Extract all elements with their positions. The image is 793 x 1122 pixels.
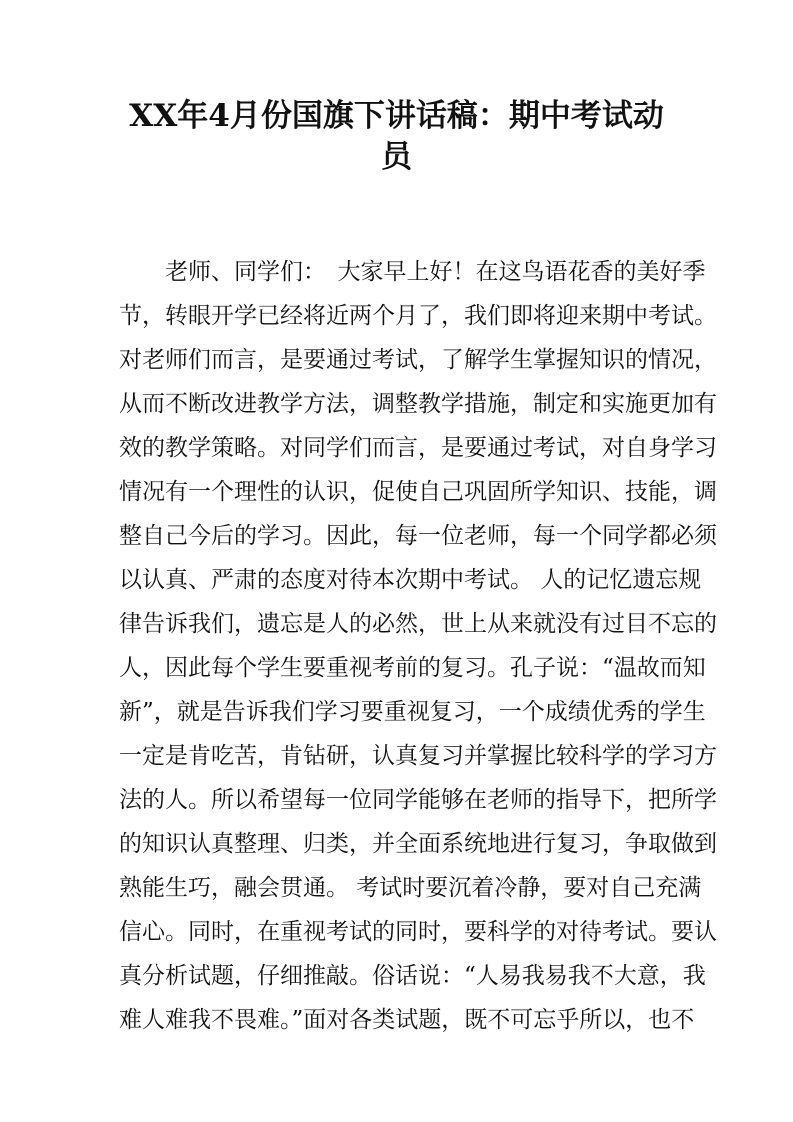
body-text-line: 效的教学策略。对同学们而言，是要通过考试，对自身学习 bbox=[119, 435, 717, 461]
body-text-line: 法的人。所以希望每一位同学能够在老师的指导下，把所学 bbox=[119, 787, 717, 813]
body-text-line: 以认真、严肃的态度对待本次期中考试。 人的记忆遗忘规 bbox=[119, 567, 702, 593]
body-text-line: 律告诉我们，遗忘是人的必然，世上从来就没有过目不忘的 bbox=[119, 611, 717, 637]
body-text-line: 的知识认真整理、归类，并全面系统地进行复习，争取做到 bbox=[119, 831, 717, 857]
body-text-line: 熟能生巧，融会贯通。 考试时要沉着冷静，要对自己充满 bbox=[119, 875, 702, 901]
body-text-line: 对老师们而言，是要通过考试，了解学生掌握知识的情况， bbox=[119, 347, 717, 373]
body-text-line: 老师、同学们： 大家早上好！在这鸟语花香的美好季 bbox=[165, 259, 706, 285]
body-text-line: 整自己今后的学习。因此，每一位老师，每一个同学都必须 bbox=[119, 523, 717, 549]
body-text-line: 节，转眼开学已经将近两个月了，我们即将迎来期中考试。 bbox=[119, 303, 717, 329]
document-title bbox=[100, 96, 693, 178]
body-text-line: 新”，就是告诉我们学习要重视复习，一个成绩优秀的学生 bbox=[119, 699, 706, 725]
body-text-line: 从而不断改进教学方法，调整教学措施，制定和实施更加有 bbox=[119, 391, 717, 417]
body-text-line: 难人难我不畏难。”面对各类试题，既不可忘乎所以，也不 bbox=[119, 1007, 695, 1033]
body-text-line: 信心。同时，在重视考试的同时，要科学的对待考试。要认 bbox=[119, 919, 717, 945]
body-text-line: 情况有一个理性的认识，促使自己巩固所学知识、技能，调 bbox=[119, 479, 717, 505]
body-text-line: 人，因此每个学生要重视考前的复习。孔子说：“温故而知 bbox=[119, 655, 706, 681]
body-text-line: 真分析试题，仔细推敲。俗话说：“人易我易我不大意，我 bbox=[119, 963, 706, 989]
document-body bbox=[119, 250, 717, 1042]
title-line-2: 员 bbox=[381, 139, 412, 175]
title-line-1: XX年4月份国旗下讲话稿：期中考试动 bbox=[129, 98, 664, 134]
body-text-line: 一定是肯吃苦，肯钻研，认真复习并掌握比较科学的学习方 bbox=[119, 743, 717, 769]
